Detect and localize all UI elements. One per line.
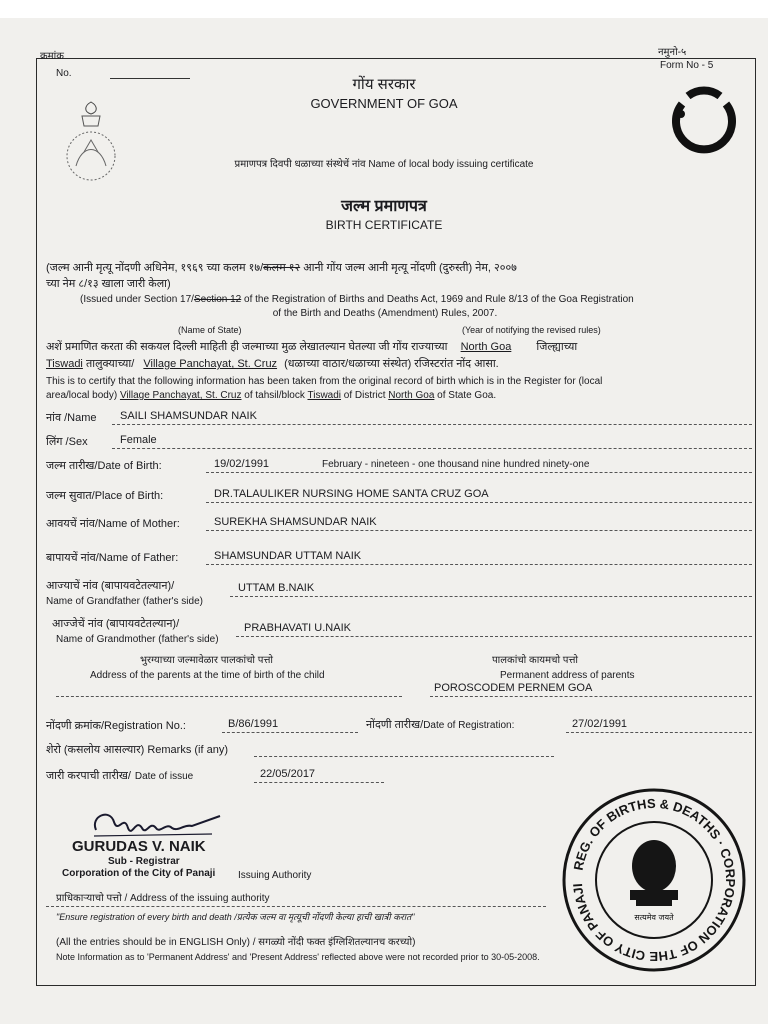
authority-address-line	[46, 906, 546, 907]
no-label: No.	[56, 68, 72, 79]
no-line	[110, 78, 190, 79]
seal-ring-text: REG. OF BIRTHS & DEATHS · CORPORATION OF THE CITY OF PANAJI	[570, 795, 739, 965]
sex-value: Female	[120, 434, 157, 446]
pob-label: जल्म सुवात/Place of Birth:	[46, 490, 164, 502]
pob-value: DR.TALAULIKER NURSING HOME SANTA CRUZ GOA	[214, 488, 489, 500]
mother-label: आवयचें नांव/Name of Mother:	[46, 518, 180, 530]
dob-label: जल्म तारीख/Date of Birth:	[46, 460, 162, 472]
preamble-en-2: of the Birth and Deaths (Amendment) Rules, 2007.	[272, 308, 498, 319]
government-title-mr: गोंय सरकार	[352, 76, 416, 93]
taluka-value: Tiswadi	[46, 358, 83, 370]
mother-value: SUREKHA SHAMSUNDAR NAIK	[214, 516, 377, 528]
year-revised-label: (Year of notifying the revised rules)	[462, 325, 601, 335]
remarks-line	[254, 756, 554, 757]
issue-date-label: जारी करपाची तारीख/ Date of issue	[46, 770, 194, 782]
name-value: SAILI SHAMSUNDAR NAIK	[120, 410, 257, 422]
registrar-corporation: Corporation of the City of Panaji	[62, 868, 216, 879]
registrar-seal-stamp	[560, 786, 748, 974]
grandfather-label-en: Name of Grandfather (father's side)	[46, 596, 203, 607]
address-perm-line	[430, 696, 752, 697]
district-value: North Goa	[460, 341, 512, 353]
father-value: SHAMSUNDAR UTTAM NAIK	[214, 550, 362, 562]
issuing-body-label: प्रमाणपत्र दिवपी धळाच्या संस्थेचें नांव Name of local body issuing certificate	[234, 159, 534, 170]
reg-no-value: B/86/1991	[228, 718, 279, 730]
address-birth-line	[56, 696, 402, 697]
sex-line	[112, 448, 752, 449]
dob-value: 19/02/1991	[214, 458, 270, 470]
grandmother-label-mr: आज्जेचें नांव (बापायवटेतल्यान)/	[52, 618, 180, 630]
form-number-mr: नमुनो-५	[658, 47, 687, 58]
address-perm-value: POROSCODEM PERNEM GOA	[434, 682, 593, 694]
ensure-registration-note: "Ensure registration of every birth and death /प्रत्येक जल्म वा मृत्यूची नोंदणी केल्या हाची खात्री करात"	[56, 912, 415, 922]
local-body-value: Village Panchayat, St. Cruz	[143, 358, 278, 370]
issuing-authority-label: Issuing Authority	[238, 870, 312, 881]
address-birth-label-en: Address of the parents at the time of birth of the child	[90, 670, 325, 681]
registrar-name: GURUDAS V. NAIK	[72, 838, 206, 855]
reg-no-line	[222, 732, 358, 733]
reg-date-line	[566, 732, 752, 733]
english-only-note: (All the entries should be in ENGLISH Only) / सगळ्यो नोंदी फक्त इंग्लिशितल्यानच करच्यो)	[56, 937, 416, 948]
reg-date-label: नोंदणी तारीख/Date of Registration:	[366, 719, 515, 731]
seal-motto: सत्यमेव जयते	[634, 913, 674, 922]
dob-line	[206, 472, 752, 473]
grandmother-line	[236, 636, 752, 637]
address-perm-label-en: Permanent address of parents	[500, 670, 635, 681]
certify-en-1: This is to certify that the following information has been taken from the original record of birth which is in the Register for (local	[46, 376, 603, 387]
remarks-label: शेरो (कसलोय आसल्यार) Remarks (if any)	[46, 744, 229, 756]
reg-date-value: 27/02/1991	[572, 718, 628, 730]
reg-no-label: नोंदणी क्रमांक/Registration No.:	[46, 720, 186, 732]
address-note: Note Information as to 'Permanent Address' and 'Present Address' reflected above were not recorded prior to 30-05-2008.	[56, 952, 540, 962]
address-perm-label-mr: पालकांचो कायमचो पत्तो	[492, 655, 578, 666]
name-line	[112, 424, 752, 425]
registrar-designation: Sub - Registrar	[108, 856, 180, 867]
gov-logo-icon	[664, 74, 744, 154]
grandmother-value: PRABHAVATI U.NAIK	[244, 622, 351, 634]
name-label: नांव /Name	[46, 412, 97, 424]
pob-line	[206, 502, 752, 503]
form-number-en: Form No - 5	[660, 60, 714, 71]
certify-mr-2: Tiswadi तालुक्याच्या/ Village Panchayat, St. Cruz (धळाच्या वाठार/धळाच्या संस्थेत) रजिस्टरांत नोंद आसा.	[46, 358, 499, 370]
certificate-title-en: BIRTH CERTIFICATE	[325, 218, 443, 232]
grandmother-label-en: Name of Grandmother (father's side)	[56, 634, 219, 645]
issue-date-value: 22/05/2017	[260, 768, 316, 780]
mother-line	[206, 530, 752, 531]
certificate-title-mr: जल्म प्रमाणपत्र	[341, 198, 427, 215]
top-margin	[0, 0, 768, 18]
state-emblem-icon	[62, 96, 120, 192]
preamble-mr-1: (जल्म आनी मृत्यू नोंदणी अधिनेम, १९६९ च्या कलम १७/कलम १२ आनी गोंय जल्म आनी मृत्यू नोंदणी (दुरुस्ती) नेम, २००७	[46, 262, 517, 274]
authority-address-label: प्राधिकाऱ्याचो पत्तो / Address of the issuing authority	[56, 893, 270, 904]
name-of-state-label: (Name of State)	[178, 325, 242, 335]
preamble-mr-2: च्या नेम ८/१३ खाला जारी केला)	[46, 278, 171, 290]
kramank-label: क्रमांक	[40, 51, 64, 62]
certificate-sheet	[0, 18, 768, 1024]
issue-date-line	[254, 782, 384, 783]
grandfather-value: UTTAM B.NAIK	[238, 582, 315, 594]
preamble-en-1: (Issued under Section 17/Section 12 of the Registration of Births and Deaths Act, 1969 and Rule 8/13 of the Goa Registration	[80, 294, 634, 305]
dob-words: February - nineteen - one thousand nine hundred ninety-one	[322, 459, 590, 470]
certify-mr-1: अशें प्रमाणित करता की सकयल दिल्ली माहिती ही जल्माच्या मुळ लेखातल्यान घेतल्या जी गोंय राज्याच्या North Goa जिल्ह्याच्या	[46, 341, 578, 353]
lion-capital-icon	[630, 840, 678, 906]
father-line	[206, 564, 752, 565]
father-label: बापायचें नांव/Name of Father:	[46, 552, 179, 564]
grandfather-label-mr: आज्याचें नांव (बापायवटेतल्यान)/	[46, 580, 175, 592]
government-title-en: GOVERNMENT OF GOA	[310, 96, 458, 111]
sex-label: लिंग /Sex	[46, 436, 88, 448]
address-birth-label-mr: भुरग्याच्या जल्मावेळार पालकांचो पत्तो	[140, 655, 273, 666]
grandfather-line	[230, 596, 752, 597]
certify-en-2: area/local body) Village Panchayat, St. Cruz of tahsil/block Tiswadi of District North Goa of State Goa.	[46, 390, 497, 401]
